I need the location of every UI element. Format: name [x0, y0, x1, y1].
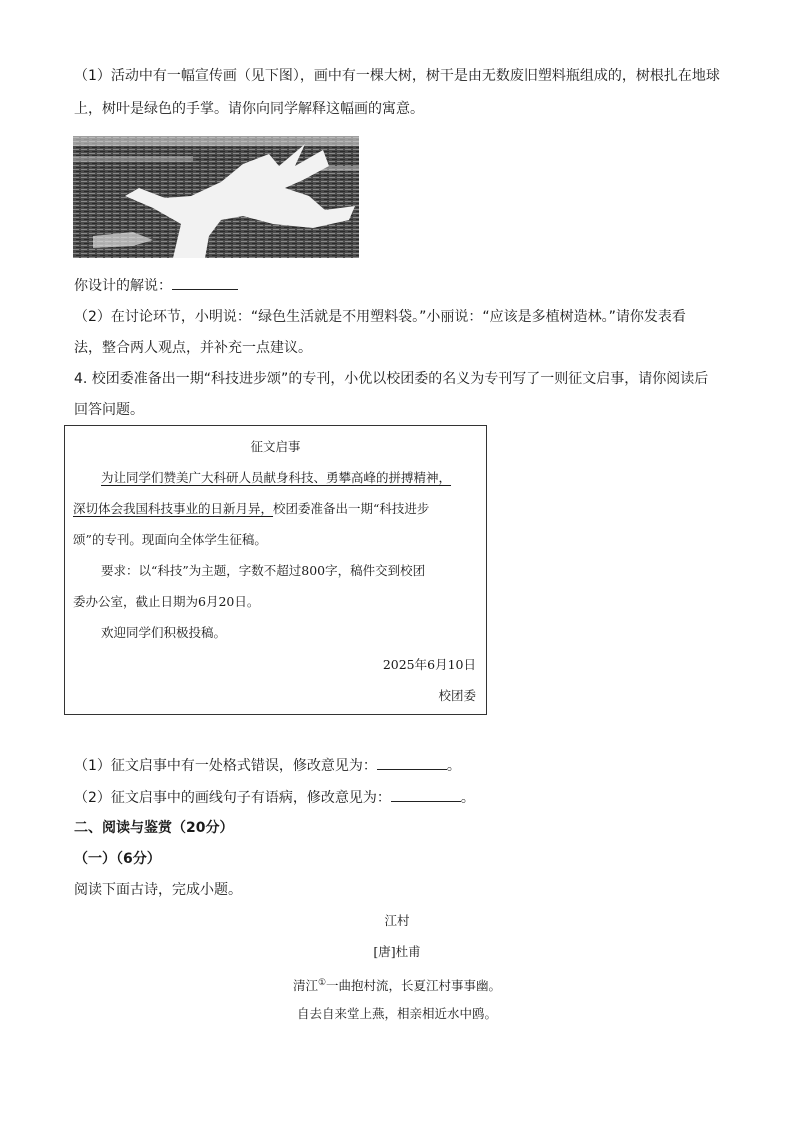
- notice-signer: 校团委: [438, 688, 476, 703]
- notice-title: 征文启事: [250, 439, 301, 454]
- notice-p2-line2: 委办公室，截止日期为6月20日。: [73, 594, 260, 609]
- poem-line1: [0, 974, 794, 995]
- notice-p1-line2: [73, 500, 429, 518]
- footnote-marker: ①: [317, 978, 327, 988]
- poem-title: 江村: [384, 913, 410, 928]
- notice-p2-line1: 要求：以“科技”为主题，字数不超过800字，稿件交到校团: [101, 563, 426, 578]
- q4-sub1-label: （1）征文启事中有一处格式错误，修改意见为：: [74, 758, 377, 774]
- q4-sub2-label: （2）征文启事中的画线句子有语病，修改意见为：: [74, 790, 391, 806]
- q4-sub1-blank[interactable]: [377, 755, 447, 770]
- notice-p1-line2-rest: 校团委准备出一期“科技进步: [273, 501, 430, 516]
- poem-line2: 自去自来堂上燕，相亲相近水中鸥。: [296, 1006, 497, 1021]
- notice-p1-line1: 为让同学们赞美广大科研人员献身科技、勇攀高峰的拼搏精神，: [101, 470, 452, 485]
- section-instruction: 阅读下面古诗，完成小题。: [74, 882, 242, 898]
- q4-sub2: [74, 787, 475, 808]
- notice-date: 2025年6月10日: [382, 657, 476, 672]
- q3-part1-line2: 上，树叶是绿色的手掌。请你向同学解释这幅画的寓意。: [74, 101, 424, 117]
- poem-author: [唐]杜甫: [373, 944, 421, 959]
- section-sub-heading: （一）（6分）: [74, 851, 161, 867]
- poem-line1-a: 清江: [292, 978, 318, 994]
- answer-label: 你设计的解说：: [74, 278, 172, 294]
- q3-part2-line2: 法，整合两人观点，并补充一点建议。: [74, 340, 312, 356]
- q4-sub1: [74, 755, 461, 776]
- notice-underlined-text: 深切体会我国科技事业的日新月异，: [73, 501, 274, 516]
- notice-box: [64, 425, 487, 715]
- q4-intro-line2: 回答问题。: [74, 402, 144, 418]
- q3-part1-line1: （1）活动中有一幅宣传画（见下图），画中有一棵大树，树干是由无数废旧塑料瓶组成的，树根扎在地球: [74, 68, 720, 84]
- q4-sub2-blank[interactable]: [391, 787, 461, 802]
- q4-intro-line1: 4. 校团委准备出一期“科技进步颂”的专刊，小优以校团委的名义为专刊写了一则征文启事，请你阅读后: [74, 371, 709, 387]
- q4-sub2-end: 。: [460, 790, 475, 806]
- notice-p3: 欢迎同学们积极投稿。: [101, 625, 227, 640]
- q3-part2-line1: （2）在讨论环节，小明说：“绿色生活就是不用塑料袋。”小丽说：“应该是多植树造林。”请你发表看: [74, 309, 686, 325]
- poem-line1-b: 一曲抱村流，长夏江村事事幽。: [326, 978, 502, 994]
- answer-blank[interactable]: [172, 275, 238, 290]
- notice-p1-line3: 颂”的专刊。现面向全体学生征稿。: [73, 532, 267, 547]
- answer-line: [74, 275, 238, 296]
- q4-sub1-end: 。: [446, 758, 461, 774]
- poster-image: [73, 136, 359, 258]
- section-heading: 二、阅读与鉴赏（20分）: [74, 820, 234, 836]
